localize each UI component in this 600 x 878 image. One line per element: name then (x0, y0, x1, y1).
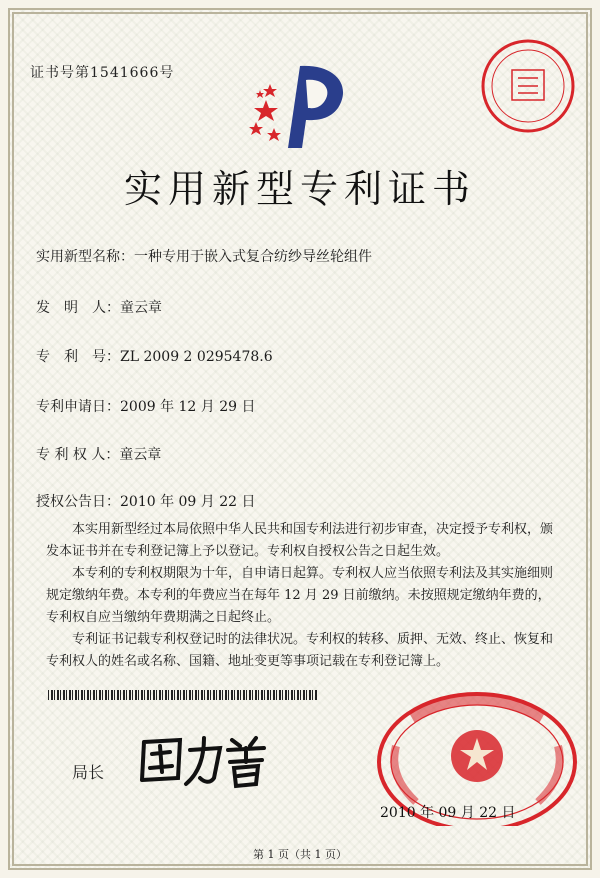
page-number: 第 1 页（共 1 页） (253, 848, 347, 861)
barcode (48, 690, 318, 700)
field-value: ZL 2009 2 0295478.6 (120, 349, 273, 365)
patent-office-logo (248, 60, 358, 150)
field-inventor (36, 297, 162, 317)
director-signature (134, 728, 274, 790)
field-label: 专 利 权 人： (36, 447, 120, 463)
field-patent-number (36, 346, 273, 366)
certificate-title: 实用新型专利证书 (123, 167, 476, 211)
field-label: 专利申请日： (36, 399, 120, 415)
field-application-date (36, 396, 256, 416)
field-utility-model-name (36, 246, 372, 266)
field-value: 2010 年 09 月 22 日 (120, 494, 256, 510)
certificate-body (46, 519, 556, 673)
field-label: 实用新型名称： (36, 249, 134, 265)
field-value: 童云章 (120, 300, 162, 316)
field-label: 发 明 人： (36, 300, 120, 316)
field-value: 一种专用于嵌入式复合纺纱导丝轮组件 (134, 249, 372, 265)
body-paragraph: 本实用新型经过本局依照中华人民共和国专利法进行初步审查，决定授予专利权，颁发本证书并在专利登记簿上予以登记。专利权自授权公告之日起生效。 (46, 522, 554, 559)
field-value: 2009 年 12 月 29 日 (120, 399, 256, 415)
field-label: 授权公告日： (36, 494, 120, 510)
agency-seal-top (478, 36, 578, 136)
field-patentee (36, 444, 161, 464)
director-title: 局长 (72, 763, 105, 782)
certificate-number: 证书号第1541666号 (30, 65, 175, 81)
body-paragraph: 本专利的专利权期限为十年，自申请日起算。专利权人应当依照专利法及其实施细则规定缴纳年费。本专利的年费应当在每年 12 月 29 日前缴纳。未按照规定缴纳年费的，专利权自应当缴纳年费期满之日起终止。 (46, 566, 554, 625)
seal-date: 2010 年 09 月 22 日 (380, 805, 516, 821)
field-value: 童云章 (119, 447, 162, 463)
body-paragraph: 专利证书记载专利权登记时的法律状况。专利权的转移、质押、无效、终止、恢复和专利权人的姓名或名称、国籍、地址变更等事项记载在专利登记簿上。 (46, 632, 554, 669)
field-label: 专 利 号： (36, 349, 120, 365)
field-grant-date (36, 491, 256, 511)
